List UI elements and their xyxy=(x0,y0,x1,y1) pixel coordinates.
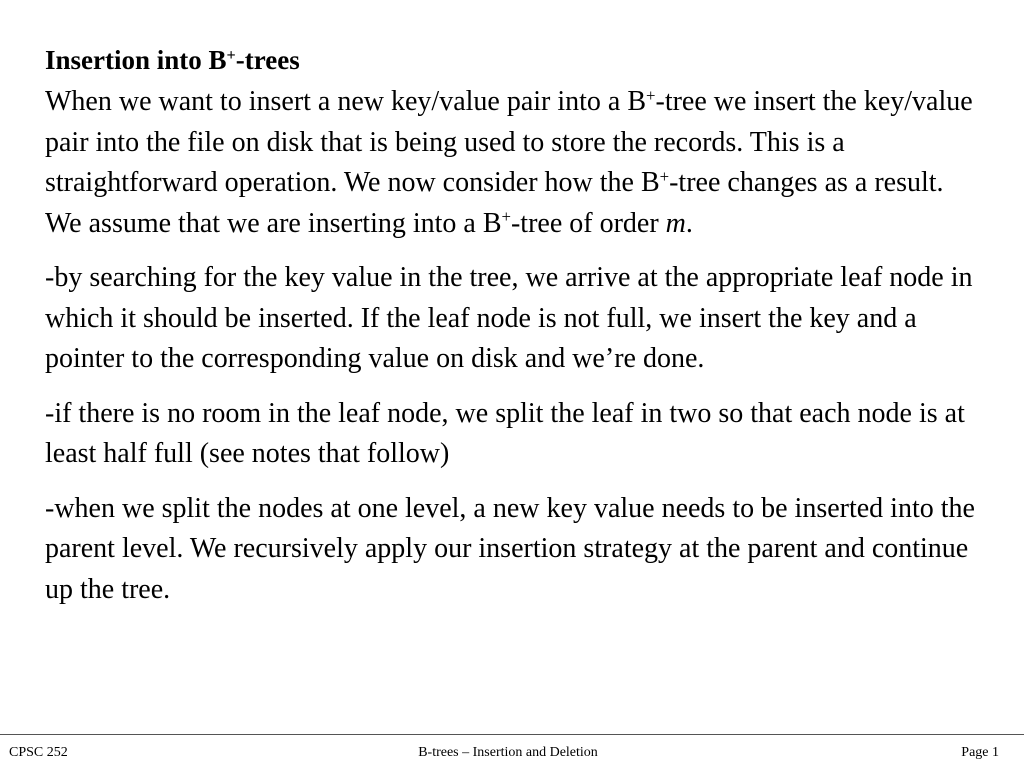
intro-paragraph xyxy=(45,82,980,244)
intro-superscript-1: + xyxy=(646,85,656,105)
order-variable: m xyxy=(665,207,686,239)
footer-topic: B-trees – Insertion and Deletion xyxy=(418,745,598,760)
footer-course: CPSC 252 xyxy=(9,745,68,760)
slide-title xyxy=(45,40,980,80)
footer-divider xyxy=(0,734,1024,735)
intro-superscript-3: + xyxy=(501,207,511,227)
step-paragraph-split-leaf: -if there is no room in the leaf node, we split the leaf in two so that each node is at least half full (see notes that follow) xyxy=(45,397,965,469)
intro-text-2: -tree we insert the key/value pair into the file on disk that is being used to store the records. This is a straightforward operation. We now consider how the B xyxy=(45,86,973,198)
intro-text-4: -tree of order xyxy=(510,207,666,239)
title-superscript: + xyxy=(226,46,236,64)
step-paragraph-recurse: -when we split the nodes at one level, a new key value needs to be inserted into the parent level. We recursively apply our insertion strategy at the parent and continue up the tree. xyxy=(45,492,975,605)
intro-text-1: When we want to insert a new key/value pair into a B xyxy=(45,86,647,117)
intro-text-3: -tree changes as a result. We assume that we are inserting into a B xyxy=(45,167,944,239)
intro-superscript-2: + xyxy=(659,166,670,186)
intro-text-5: . xyxy=(685,207,693,239)
slide-content xyxy=(45,40,980,624)
step-paragraph-search: -by searching for the key value in the tree, we arrive at the appropriate leaf node in which it should be inserted. If the leaf node is not full, we insert the key and a pointer to the corresponding value on disk and we’re done. xyxy=(45,262,973,374)
title-prefix: Insertion into B xyxy=(45,45,227,75)
footer-page-number: Page 1 xyxy=(961,745,999,760)
title-suffix: -trees xyxy=(235,45,300,75)
